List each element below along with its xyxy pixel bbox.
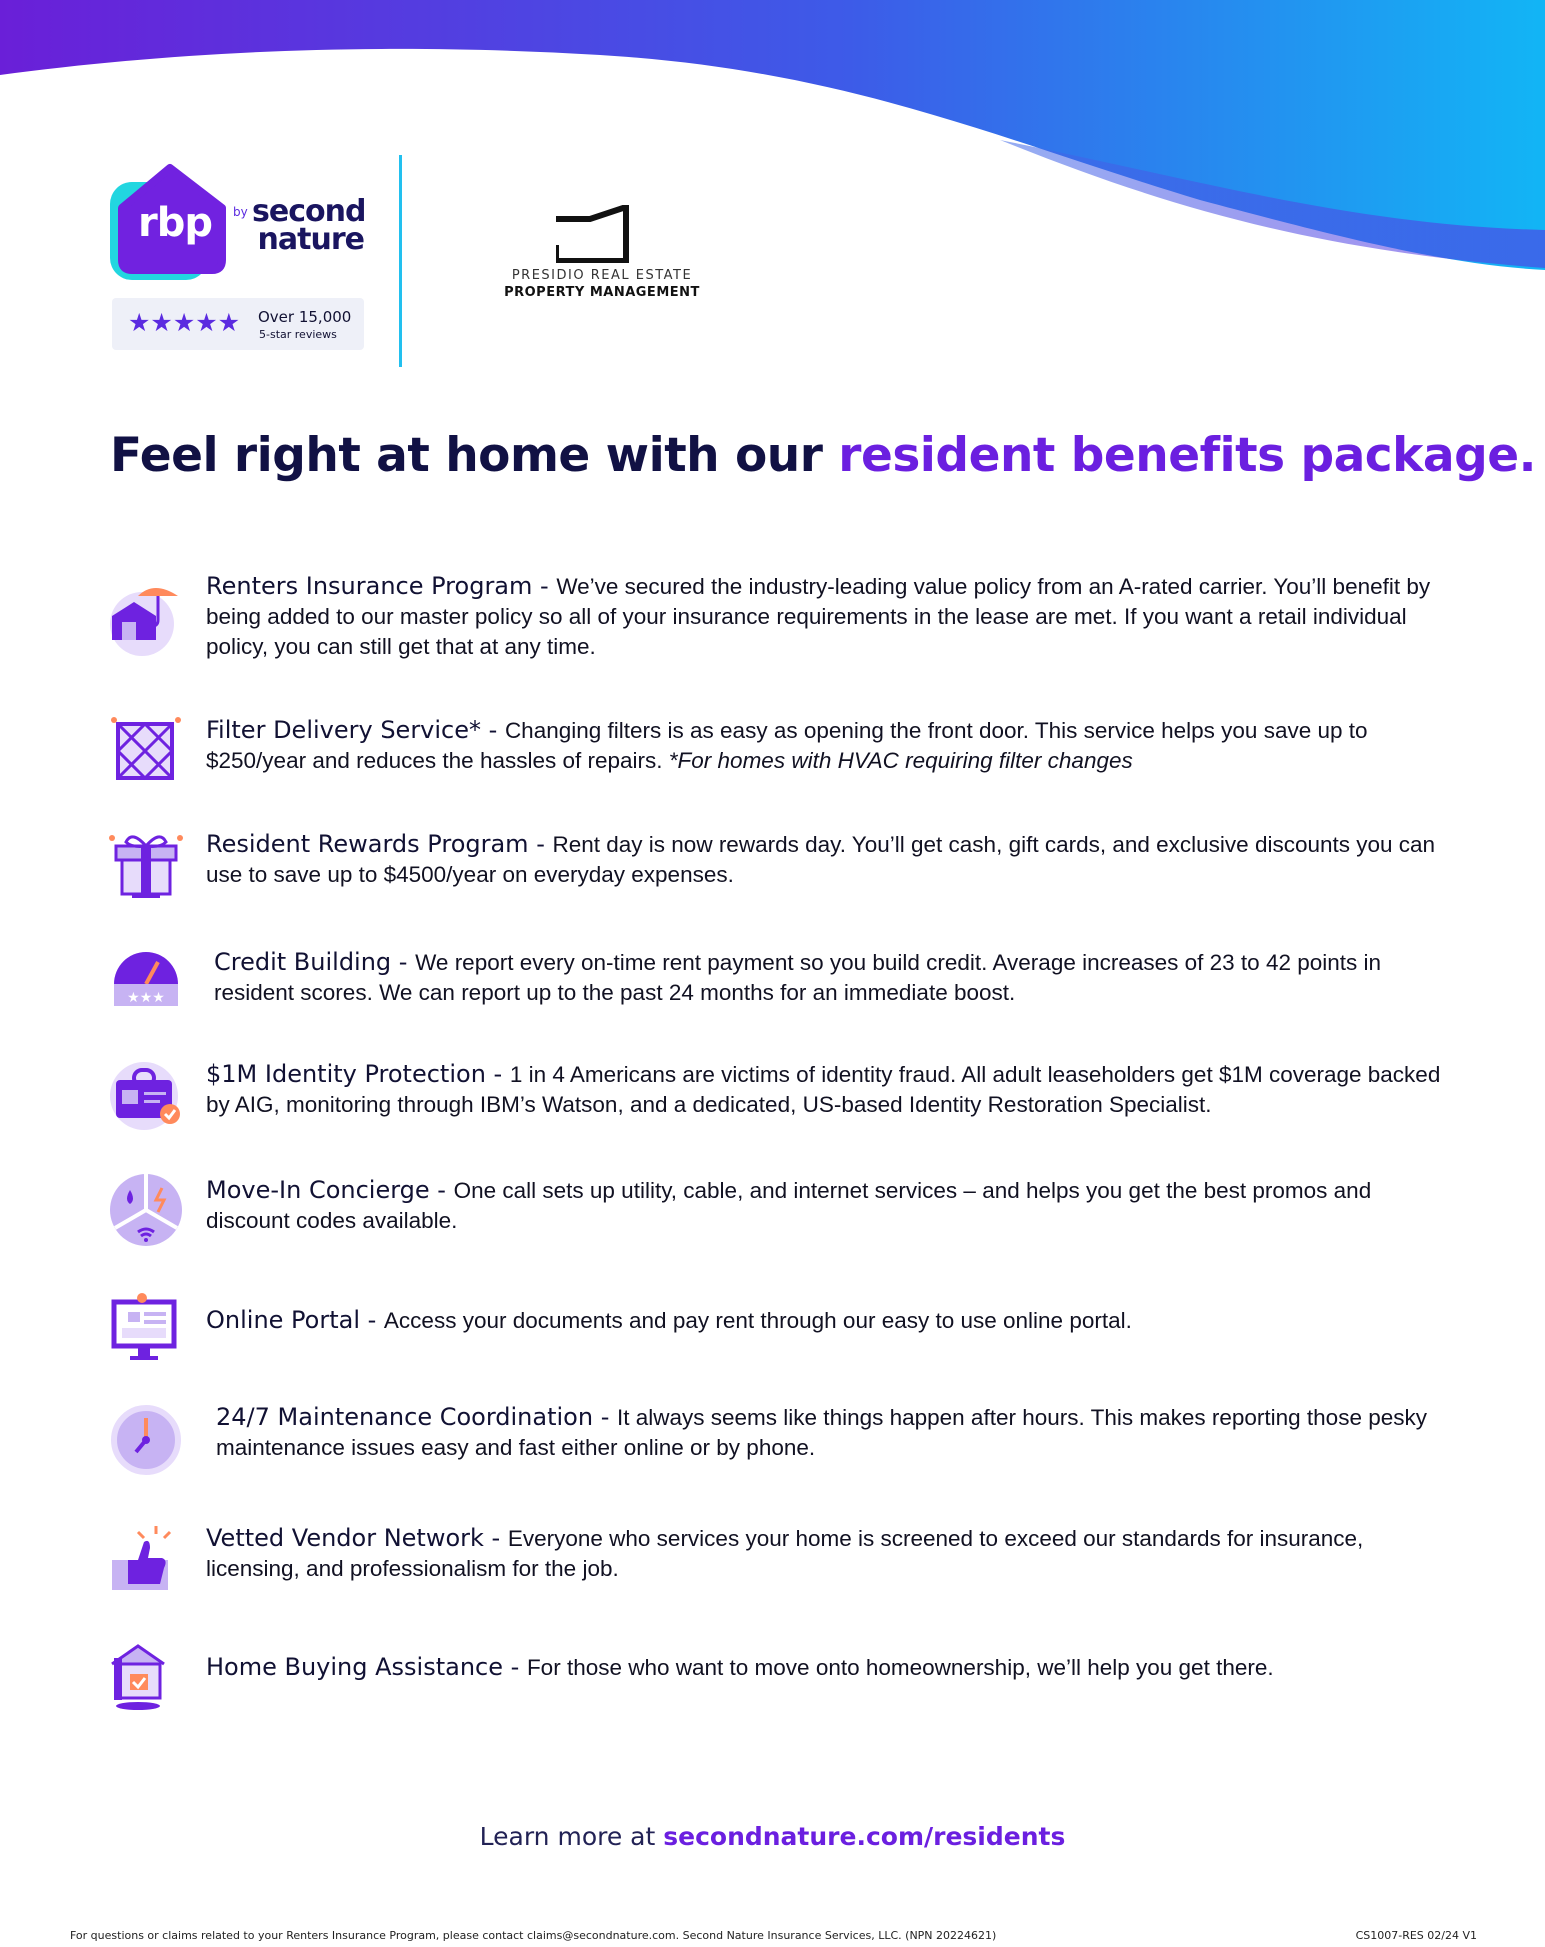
benefit-home-buying bbox=[206, 1652, 1446, 1683]
reviews-count: Over 15,000 bbox=[258, 308, 352, 326]
benefit-desc: Changing filters is as easy as opening the front door. This service helps you save up to $250/year and reduces the hassles of repairs. bbox=[206, 718, 1368, 773]
learn-more-prefix: Learn more at bbox=[479, 1822, 664, 1851]
benefit-title: Online Portal bbox=[206, 1306, 360, 1334]
second-nature-line1: second bbox=[252, 194, 366, 229]
benefit-separator: - bbox=[429, 1176, 454, 1204]
benefit-desc: Rent day is now rewards day. You’ll get cash, gift cards, and exclusive discounts you can use to save up to $4500/year on everyday expenses. bbox=[206, 832, 1436, 887]
benefit-note: *For homes with HVAC requiring filter changes bbox=[668, 748, 1133, 773]
reviews-label: 5-star reviews bbox=[259, 328, 337, 341]
footer-disclaimer: For questions or claims related to your Renters Insurance Program, please contact claims@secondnature.com. Second Nature Insurance Services, LLC. (NPN 20224621) bbox=[70, 1929, 997, 1942]
house-check-icon bbox=[108, 1640, 188, 1720]
svg-text:★★★: ★★★ bbox=[127, 990, 165, 1006]
second-nature-logo bbox=[252, 194, 366, 257]
learn-more bbox=[0, 1822, 1545, 1851]
benefit-desc: Access your documents and pay rent through our easy to use online portal. bbox=[383, 1308, 1132, 1333]
presidio-logo-icon bbox=[556, 205, 630, 263]
gift-icon bbox=[108, 826, 188, 906]
star-rating-icon: ★★★★★ bbox=[128, 308, 241, 337]
learn-more-link[interactable]: secondnature.com/residents bbox=[663, 1822, 1066, 1851]
benefit-desc: One call sets up utility, cable, and internet services – and helps you get the best promos and discount codes available. bbox=[206, 1178, 1372, 1233]
benefit-filter-delivery bbox=[206, 715, 1446, 776]
clock-icon bbox=[108, 1400, 188, 1480]
benefit-separator: - bbox=[481, 716, 505, 744]
benefit-desc: For those who want to move onto homeownership, we’ll help you get there. bbox=[526, 1655, 1274, 1680]
benefit-title: Move-In Concierge bbox=[206, 1176, 430, 1204]
benefit-separator: - bbox=[485, 1060, 510, 1088]
benefit-title: Vetted Vendor Network bbox=[206, 1524, 484, 1552]
benefit-title: 24/7 Maintenance Coordination bbox=[216, 1403, 594, 1431]
benefit-vetted-vendor bbox=[206, 1523, 1446, 1584]
benefit-separator: - bbox=[503, 1653, 527, 1681]
benefit-move-in-concierge bbox=[206, 1175, 1446, 1236]
benefit-separator: - bbox=[532, 572, 557, 600]
filter-icon bbox=[108, 714, 188, 794]
benefit-separator: - bbox=[483, 1524, 508, 1552]
partner-name-line2: PROPERTY MANAGEMENT bbox=[504, 285, 700, 300]
benefit-desc: We’ve secured the industry-leading value policy from an A-rated carrier. You’ll benefit by being added to our master policy so all of your insurance requirements in the lease are met. If you want a retail individual policy, you can still get that at any time. bbox=[206, 574, 1431, 659]
thumbs-up-icon bbox=[108, 1520, 188, 1600]
benefit-title: Filter Delivery Service* bbox=[206, 716, 482, 744]
title-plain: Feel right at home with our bbox=[110, 428, 839, 483]
benefit-title: Renters Insurance Program bbox=[206, 572, 533, 600]
title-highlight: resident benefits package. bbox=[838, 428, 1537, 483]
benefit-separator: - bbox=[360, 1306, 384, 1334]
benefit-separator: - bbox=[528, 830, 553, 858]
benefit-desc: It always seems like things happen after hours. This makes reporting those pesky maintenance issues easy and fast either online or by phone. bbox=[216, 1405, 1427, 1460]
benefit-maintenance bbox=[216, 1402, 1456, 1463]
second-nature-line2: nature bbox=[257, 222, 364, 257]
benefit-title: Home Buying Assistance bbox=[206, 1653, 504, 1681]
benefit-desc: Everyone who services your home is screened to exceed our standards for insurance, licensing, and professionalism for the job. bbox=[206, 1526, 1364, 1581]
by-label: by bbox=[233, 205, 248, 219]
footer-code: CS1007-RES 02/24 V1 bbox=[1355, 1929, 1477, 1942]
benefit-desc: 1 in 4 Americans are victims of identity fraud. All adult leaseholders get $1M coverage backed by AIG, monitoring through IBM’s Watson, and a dedicated, US-based Identity Restoration Specialist. bbox=[206, 1062, 1441, 1117]
logo-divider bbox=[399, 155, 402, 367]
rbp-logo-text: rbp bbox=[138, 200, 212, 246]
benefit-identity-protection bbox=[206, 1059, 1446, 1120]
benefit-separator: - bbox=[391, 948, 416, 976]
benefit-credit-building bbox=[214, 947, 1454, 1008]
monitor-icon bbox=[108, 1290, 188, 1370]
benefit-resident-rewards bbox=[206, 829, 1446, 890]
benefit-online-portal bbox=[206, 1305, 1446, 1336]
benefit-renters-insurance bbox=[206, 571, 1446, 662]
utilities-icon bbox=[108, 1170, 188, 1250]
credit-gauge-icon bbox=[108, 944, 188, 1024]
umbrella-house-icon bbox=[108, 580, 188, 660]
benefit-title: $1M Identity Protection bbox=[206, 1060, 486, 1088]
page-title bbox=[110, 428, 1536, 483]
benefit-title: Credit Building bbox=[214, 948, 392, 976]
reviews-badge bbox=[112, 298, 364, 350]
benefit-separator: - bbox=[593, 1403, 617, 1431]
id-lock-icon bbox=[108, 1056, 188, 1136]
benefit-desc: We report every on-time rent payment so you build credit. Average increases of 23 to 42 points in resident scores. We can report up to the past 24 months for an immediate boost. bbox=[214, 950, 1382, 1005]
benefit-title: Resident Rewards Program bbox=[206, 830, 529, 858]
partner-name-line1: PRESIDIO REAL ESTATE bbox=[511, 268, 693, 283]
